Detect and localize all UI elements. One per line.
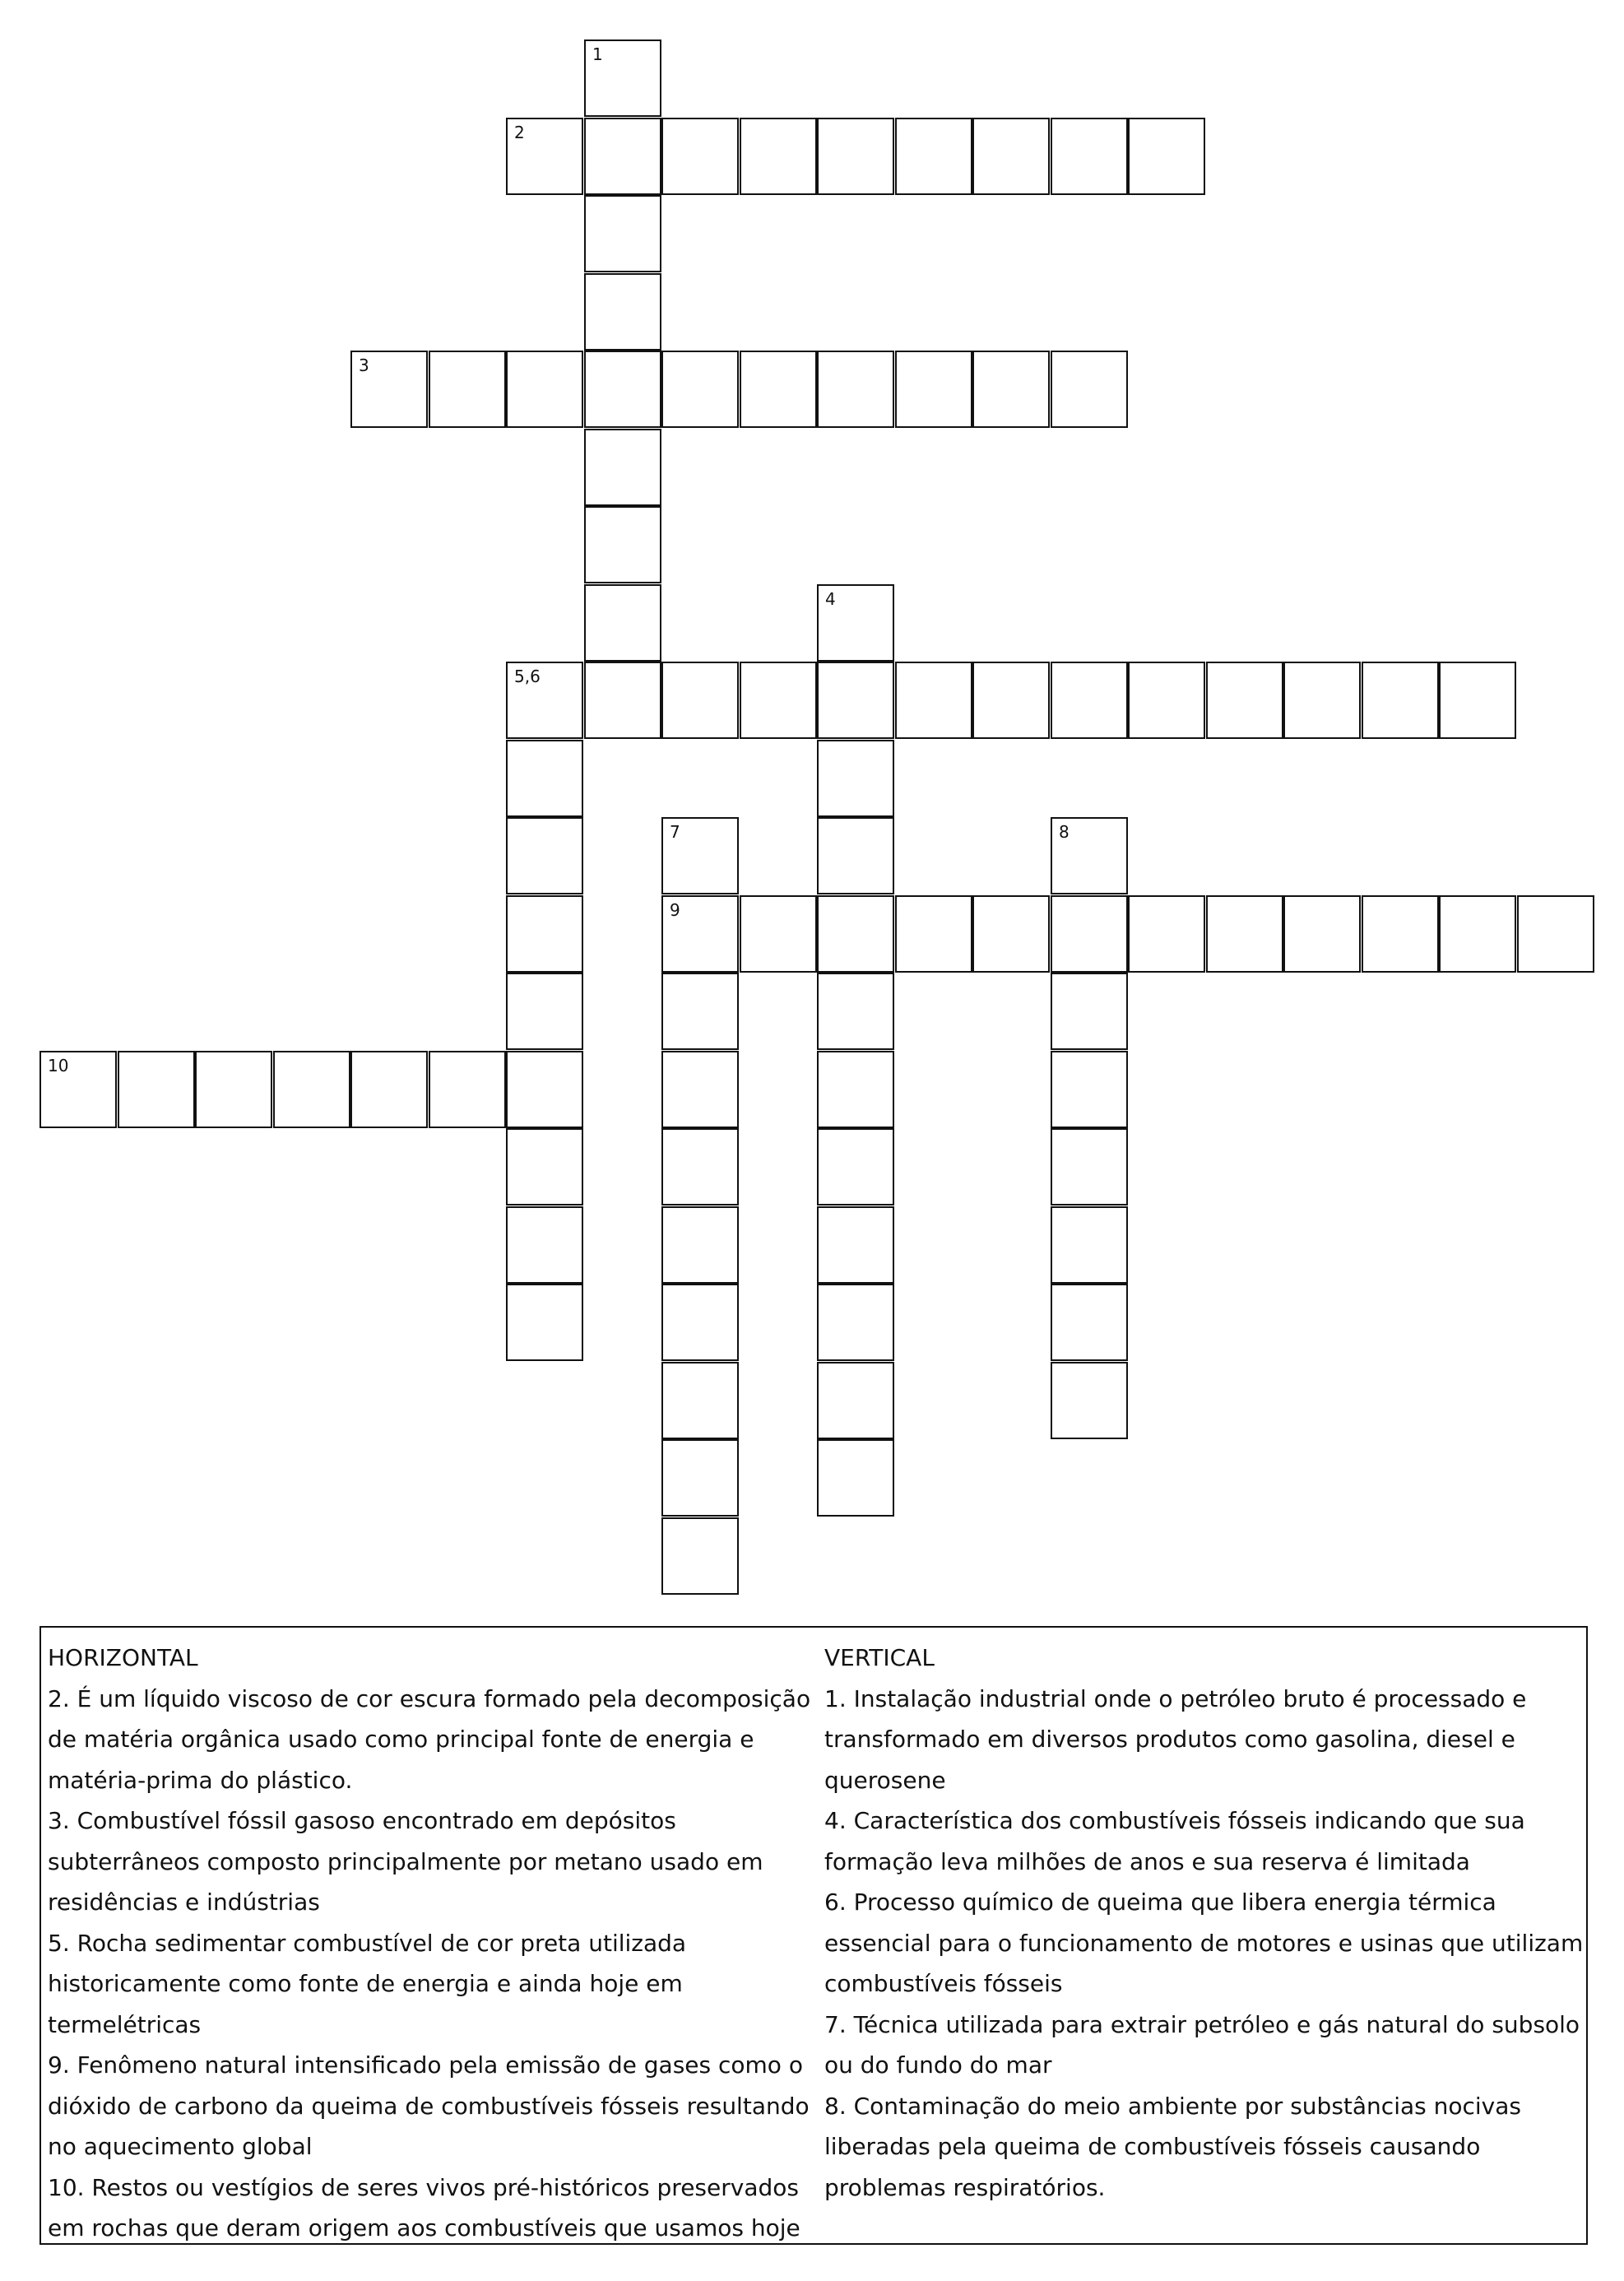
grid-cell[interactable] [350, 351, 428, 428]
grid-cell[interactable] [1051, 1284, 1128, 1361]
grid-cell[interactable] [506, 118, 583, 195]
grid-cell[interactable] [895, 895, 972, 973]
grid-cell[interactable] [506, 662, 583, 739]
grid-cell[interactable] [1051, 351, 1128, 428]
grid-cell[interactable] [584, 273, 661, 351]
grid-cell[interactable] [1283, 662, 1361, 739]
grid-cell[interactable] [661, 662, 739, 739]
grid-cell[interactable] [817, 351, 894, 428]
grid-cell[interactable] [584, 506, 661, 583]
grid-cell[interactable] [661, 1517, 739, 1595]
grid-cell[interactable] [661, 817, 739, 894]
grid-cell[interactable] [661, 1051, 739, 1128]
grid-cell[interactable] [1051, 1362, 1128, 1439]
grid-cell[interactable] [273, 1051, 350, 1128]
clue-v7: 7. Técnica utilizada para extrair petróleo e gás natural do subsolo ou do fundo do mar [824, 2010, 1580, 2079]
grid-cell[interactable] [1128, 662, 1205, 739]
clue-v8: 8. Contaminação do meio ambiente por substâncias nocivas liberadas pela queima de combustíveis fósseis causando problemas respiratórios. [824, 2092, 1521, 2201]
grid-cell[interactable] [972, 351, 1050, 428]
grid-cell[interactable] [1051, 118, 1128, 195]
clue-number: 8 [1059, 822, 1070, 842]
grid-cell[interactable] [506, 351, 583, 428]
grid-cell[interactable] [195, 1051, 272, 1128]
horizontal-heading: HORIZONTAL [48, 1644, 198, 1671]
grid-cell[interactable] [817, 817, 894, 894]
horizontal-clues [48, 1638, 821, 2249]
grid-cell[interactable] [584, 662, 661, 739]
grid-cell[interactable] [1051, 662, 1128, 739]
grid-cell[interactable] [817, 1439, 894, 1517]
grid-cell[interactable] [661, 1206, 739, 1284]
grid-cell[interactable] [118, 1051, 195, 1128]
grid-cell[interactable] [661, 351, 739, 428]
grid-cell[interactable] [1128, 118, 1205, 195]
grid-cell[interactable] [972, 118, 1050, 195]
grid-cell[interactable] [817, 1362, 894, 1439]
grid-cell[interactable] [740, 662, 817, 739]
clue-h5: 5. Rocha sedimentar combustível de cor preta utilizada historicamente como fonte de energia e ainda hoje em termelétricas [48, 1929, 687, 2038]
grid-cell[interactable] [1128, 895, 1205, 973]
grid-cell[interactable] [506, 973, 583, 1050]
grid-cell[interactable] [1362, 895, 1439, 973]
grid-cell[interactable] [895, 662, 972, 739]
grid-cell[interactable] [817, 118, 894, 195]
vertical-heading: VERTICAL [824, 1644, 935, 1671]
grid-cell[interactable] [1517, 895, 1594, 973]
grid-cell[interactable] [429, 351, 506, 428]
grid-cell[interactable] [1051, 1128, 1128, 1206]
grid-cell[interactable] [895, 351, 972, 428]
grid-cell[interactable] [350, 1051, 428, 1128]
clue-v4: 4. Característica dos combustíveis fósseis indicando que sua formação leva milhões de anos e sua reserva é limitada [824, 1807, 1525, 1875]
grid-cell[interactable] [506, 895, 583, 973]
grid-cell[interactable] [661, 118, 739, 195]
grid-cell[interactable] [817, 895, 894, 973]
grid-cell[interactable] [584, 39, 661, 117]
grid-cell[interactable] [584, 118, 661, 195]
grid-cell[interactable] [506, 740, 583, 817]
grid-cell[interactable] [584, 584, 661, 662]
grid-cell[interactable] [661, 1128, 739, 1206]
clue-h3: 3. Combustível fóssil gasoso encontrado em depósitos subterrâneos composto principalmente por metano usado em residências e indústrias [48, 1807, 763, 1916]
clues-box [39, 1626, 1588, 2245]
grid-cell[interactable] [39, 1051, 117, 1128]
grid-cell[interactable] [895, 118, 972, 195]
grid-cell[interactable] [1439, 895, 1516, 973]
clue-number: 3 [359, 355, 369, 375]
grid-cell[interactable] [740, 118, 817, 195]
grid-cell[interactable] [1206, 895, 1283, 973]
grid-cell[interactable] [817, 1206, 894, 1284]
grid-cell[interactable] [1051, 1051, 1128, 1128]
grid-cell[interactable] [1283, 895, 1361, 973]
grid-cell[interactable] [1439, 662, 1516, 739]
clue-number: 4 [825, 589, 836, 609]
grid-cell[interactable] [1051, 895, 1128, 973]
grid-cell[interactable] [817, 1051, 894, 1128]
grid-cell[interactable] [817, 740, 894, 817]
grid-cell[interactable] [429, 1051, 506, 1128]
grid-cell[interactable] [661, 895, 739, 973]
clue-h2: 2. É um líquido viscoso de cor escura formado pela decomposição de matéria orgânica usado como principal fonte de energia e matéria-prima do plástico. [48, 1684, 811, 1794]
clue-v6: 6. Processo químico de queima que libera energia térmica essencial para o funcionamento de motores e usinas que utilizam combustíveis fósseis [824, 1888, 1584, 1997]
clue-h9: 9. Fenômeno natural intensificado pela emissão de gases como o dióxido de carbono da queima de combustíveis fósseis resultando no aquecimento global [48, 2051, 810, 2160]
grid-cell[interactable] [1051, 817, 1128, 894]
grid-cell[interactable] [1362, 662, 1439, 739]
grid-cell[interactable] [584, 429, 661, 506]
grid-cell[interactable] [1051, 973, 1128, 1050]
grid-cell[interactable] [584, 351, 661, 428]
grid-cell[interactable] [1051, 1206, 1128, 1284]
clue-number: 7 [670, 822, 680, 842]
grid-cell[interactable] [1206, 662, 1283, 739]
grid-cell[interactable] [661, 1284, 739, 1361]
clue-number: 9 [670, 900, 680, 920]
grid-cell[interactable] [661, 1439, 739, 1517]
grid-cell[interactable] [817, 584, 894, 662]
grid-cell[interactable] [584, 195, 661, 272]
clue-v1: 1. Instalação industrial onde o petróleo bruto é processado e transformado em diversos produtos como gasolina, diesel e querosene [824, 1684, 1527, 1794]
grid-cell[interactable] [817, 973, 894, 1050]
grid-cell[interactable] [972, 662, 1050, 739]
clue-h10: 10. Restos ou vestígios de seres vivos pré-históricos preservados em rochas que deram origem aos combustíveis que usamos hoje [48, 2173, 800, 2242]
grid-cell[interactable] [506, 1051, 583, 1128]
grid-cell[interactable] [972, 895, 1050, 973]
grid-cell[interactable] [506, 1284, 583, 1361]
vertical-clues [824, 1638, 1585, 2208]
grid-cell[interactable] [506, 1206, 583, 1284]
clue-number: 2 [514, 123, 525, 142]
grid-cell[interactable] [661, 973, 739, 1050]
grid-cell[interactable] [817, 1128, 894, 1206]
grid-cell[interactable] [817, 1284, 894, 1361]
clue-number: 1 [592, 44, 603, 64]
grid-cell[interactable] [661, 1362, 739, 1439]
clue-number: 10 [48, 1056, 69, 1075]
clue-number: 5,6 [514, 667, 541, 686]
grid-cell[interactable] [506, 1128, 583, 1206]
grid-cell[interactable] [740, 895, 817, 973]
grid-cell[interactable] [817, 662, 894, 739]
grid-cell[interactable] [506, 817, 583, 894]
grid-cell[interactable] [740, 351, 817, 428]
